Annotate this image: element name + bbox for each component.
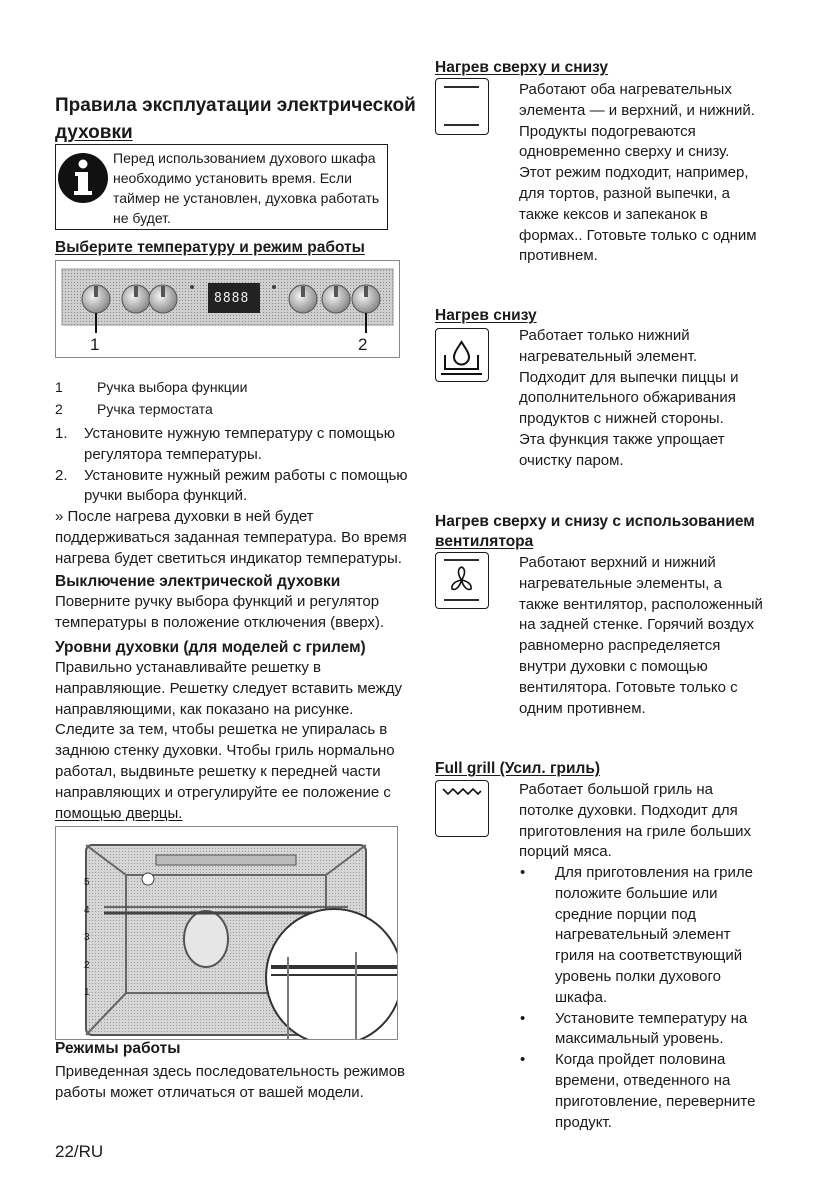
timer-display: 8888 xyxy=(214,291,250,306)
mode-top-bottom-text: Работают оба нагревательных элемента — и верхний, и нижний. Продукты подогреваются одновременно сверху и снизу. Этот режим подходит, например, для тортов, разной выпечки, а также кексов и запеканок в формах.. Готовьте только с одним противнем. xyxy=(519,81,757,265)
info-text: Перед использованием духового шкафа необходимо установить время. Если таймер не установлен, духовка работать не будет. xyxy=(113,150,380,226)
shelf-level-numbers: 5 4 3 2 1 xyxy=(84,877,90,998)
step-item: 1. Установите нужную температуру с помощью регулятора температуры. xyxy=(55,425,396,463)
fan-heat-icon xyxy=(435,552,489,609)
oven-levels-figure xyxy=(55,826,398,1040)
panel-label-1: 1 xyxy=(90,335,100,354)
full-grill-bullets xyxy=(520,863,756,1133)
steps-list xyxy=(55,424,408,507)
oven-interior-drawing xyxy=(56,827,397,1039)
mode-fan-title: Нагрев сверху и снизу с использованием вентилятора xyxy=(435,513,755,550)
mode-bottom-text: Работает только нижний нагревательный элемент. Подходит для выпечки пиццы и дополнительного обжаривания продуктов с нижней стороны. Эта функция также упрощает очистку паром. xyxy=(519,327,739,469)
legend xyxy=(55,376,247,420)
list-item: • Когда пройдет половина времени, отведенного на приготовление, переверните продукт. xyxy=(520,1051,756,1131)
after-heating-note: » После нагрева духовки в ней будет поддерживаться заданная температура. Во время нагрева будет светиться индикатор температуры. xyxy=(55,508,407,567)
control-panel-figure xyxy=(55,260,400,358)
info-icon xyxy=(57,146,109,210)
mode-top-bottom-title: Нагрев сверху и снизу xyxy=(435,59,609,76)
step-item: 2. Установите нужный режим работы с помощью ручки выбора функций. xyxy=(55,466,408,505)
modes-text: Приведенная здесь последовательность режимов работы может отличаться от вашей модели. xyxy=(55,1063,406,1101)
off-heading: Выключение электрической духовки xyxy=(55,573,341,590)
modes-heading: Режимы работы xyxy=(55,1040,181,1057)
page-number: 22/RU xyxy=(55,1142,104,1161)
panel-label-2: 2 xyxy=(358,335,368,354)
page-title: Правила эксплуатации электрической духовки xyxy=(55,95,416,143)
legend-item: 2 Ручка термостата xyxy=(55,401,213,417)
select-heading: Выберите температуру и режим работы xyxy=(55,239,365,256)
bottom-heat-steam-icon xyxy=(435,328,489,382)
mode-fan-text: Работают верхний и нижний нагревательные элементы, а также вентилятор, расположенный на задней стенке. Горячий воздух равномерно распределяется внутри духовки с помощью вентилятора. Готовьте только с одним противнем. xyxy=(519,554,763,717)
mode-full-grill-title: Full grill (Усил. гриль) xyxy=(435,760,601,777)
legend-item: 1 Ручка выбора функции xyxy=(55,379,248,395)
mode-full-grill-text: Работает большой гриль на потолке духовки. Подходит для приготовления на гриле больших порций мяса. xyxy=(519,781,752,861)
off-text: Поверните ручку выбора функций и регулятор температуры в положение отключения (вверх). xyxy=(55,593,385,631)
full-grill-icon xyxy=(435,780,489,837)
list-item: • Установите температуру на максимальный уровень. xyxy=(520,1009,748,1048)
mode-bottom-title: Нагрев снизу xyxy=(435,307,537,324)
list-item: • Для приготовления на гриле положите большие или средние порции под нагревательный элемент гриля на соответствующий уровень полки духового шкафа. xyxy=(520,864,753,1006)
top-bottom-heat-icon xyxy=(435,78,489,135)
control-panel-drawing xyxy=(56,261,399,357)
levels-text: Правильно устанавливайте решетку в направляющие. Решетку следует вставить между направляющими, как показано на рисунке. Следите за тем, чтобы решетка не упиралась в заднюю стенку духовки. Чтобы гриль нормально работал, выдвиньте решетку к передней части направляющих и отрегулируйте ее положение с помощью дверцы. xyxy=(55,659,402,822)
levels-heading: Уровни духовки (для моделей с грилем) xyxy=(55,639,366,656)
